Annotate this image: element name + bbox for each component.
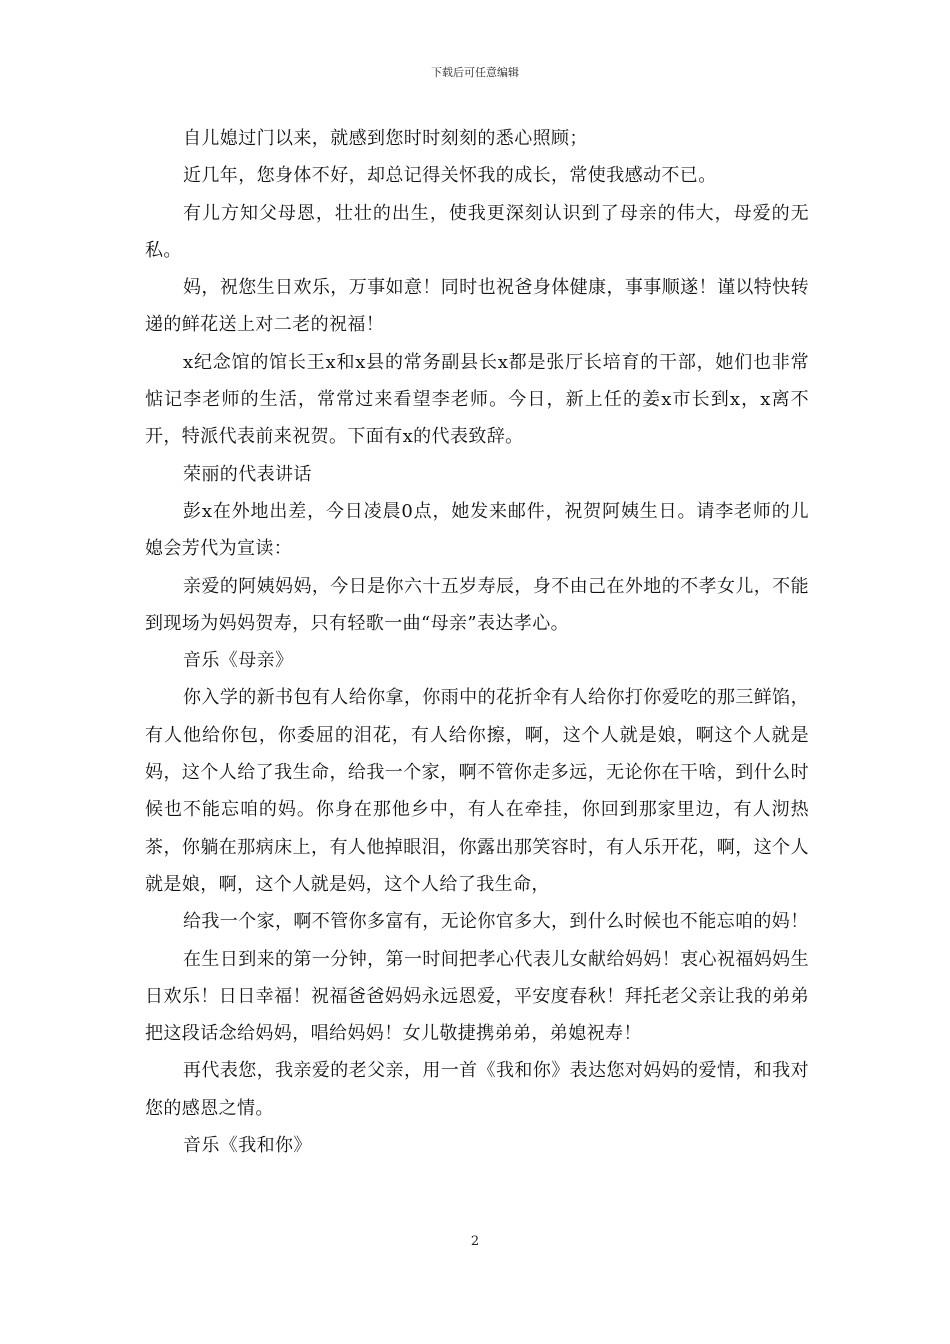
paragraph: 在生日到来的第一分钟，第一时间把孝心代表儿女献给妈妈！衷心祝福妈妈生日欢乐！日日幸福！祝福爸爸妈妈永远恩爱，平安度春秋！拜托老父亲让我的弟弟把这段话念给妈妈，唱给妈妈！女儿敬捷携弟弟，弟媳祝寿！ — [145, 948, 809, 1045]
paragraph: 音乐《我和你》 — [183, 1135, 312, 1157]
paragraph: 音乐《母亲》 — [183, 650, 294, 672]
page-header: 下载后可任意编辑 — [431, 66, 519, 79]
page-number: 2 — [470, 1234, 480, 1249]
paragraph: 亲爱的阿姨妈妈，今日是你六十五岁寿辰，身不由己在外地的不孝女儿，不能到现场为妈妈贺寿，只有轻歌一曲“母亲”表达孝心。 — [145, 575, 809, 634]
paragraph: 彭x在外地出差，今日凌晨0点，她发来邮件，祝贺阿姨生日。请李老师的儿媳会芳代为宣读： — [145, 500, 809, 560]
paragraph: 你入学的新书包有人给你拿，你雨中的花折伞有人给你打你爱吃的那三鲜馅，有人他给你包，你委屈的泪花，有人给你擦，啊，这个人就是娘，啊这个人就是妈，这个人给了我生命，给我一个家，啊不管你走多远，无论你在干啥，到什么时候也不能忘咱的妈。你身在那他乡中，有人在牵挂，你回到那家里边，有人沏热茶，你躺在那病床上，有人他掉眼泪，你露出那笑容时，有人乐开花，啊，这个人就是娘，啊，这个人就是妈，这个人给了我生命， — [145, 687, 809, 895]
paragraph: x纪念馆的馆长王x和x县的常务副县长x都是张厅长培育的干部，她们也非常惦记李老师的生活，常常过来看望李老师。今日，新上任的姜x市长到x，x离不开，特派代表前来祝贺。下面有x的代表致辞。 — [145, 351, 809, 448]
paragraph: 再代表您，我亲爱的老父亲，用一首《我和你》表达您对妈妈的爱情，和我对您的感恩之情。 — [145, 1060, 809, 1119]
paragraph: 有儿方知父母恩，壮壮的出生，使我更深刻认识到了母亲的伟大，母爱的无私。 — [145, 202, 809, 261]
document-body — [145, 120, 809, 1164]
paragraph: 荣丽的代表讲话 — [183, 463, 312, 485]
paragraph: 给我一个家，啊不管你多富有，无论你官多大，到什么时候也不能忘咱的妈！ — [183, 911, 809, 933]
paragraph: 妈，祝您生日欢乐，万事如意！同时也祝爸身体健康，事事顺遂！谨以特快转递的鲜花送上对二老的祝福！ — [145, 277, 809, 336]
paragraph: 自儿媳过门以来，就感到您时时刻刻的悉心照顾； — [183, 128, 588, 149]
paragraph: 近几年，您身体不好，却总记得关怀我的成长，常使我感动不已。 — [183, 165, 717, 187]
